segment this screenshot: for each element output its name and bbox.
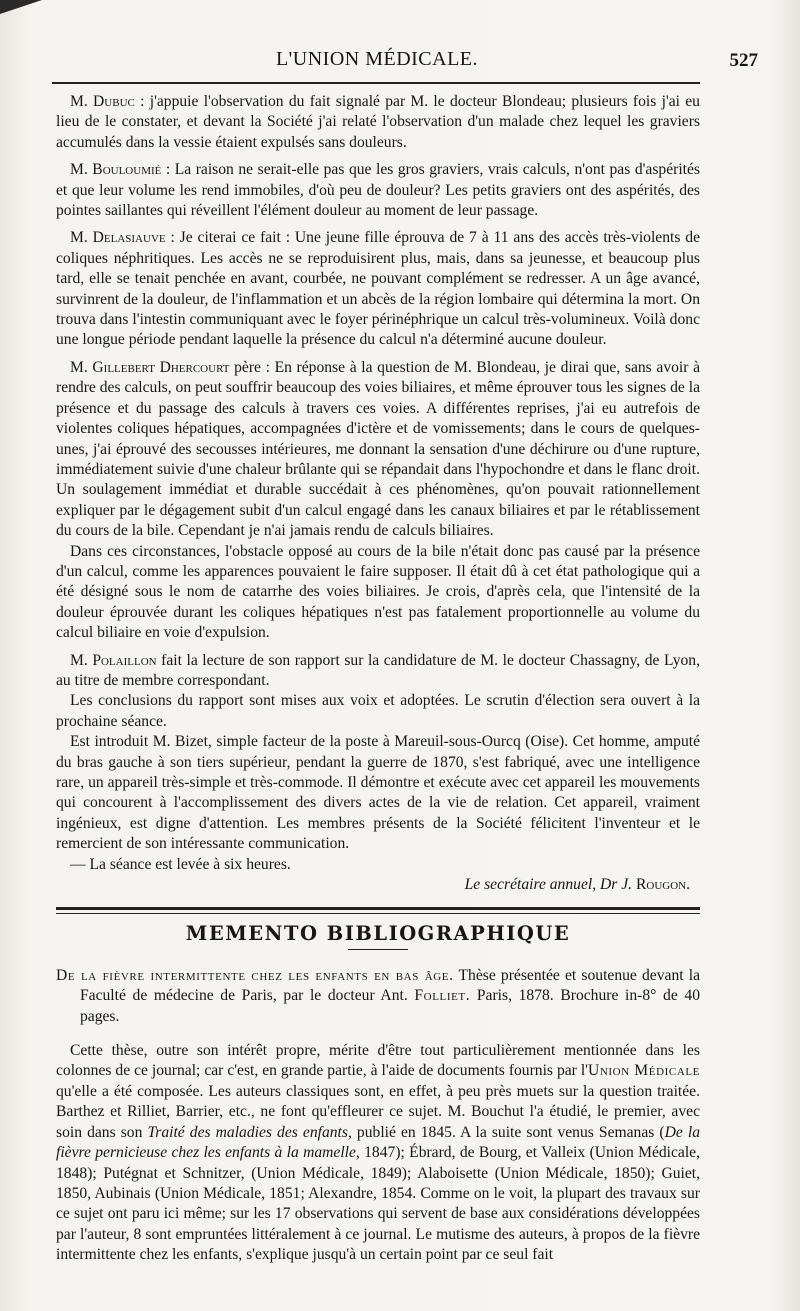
running-header — [50, 46, 758, 76]
memento-heading: MEMENTO BIBLIOGRAPHIQUE — [185, 922, 571, 946]
review-text: Cette thèse, outre son intérêt propre, mérite d'être tout particulièrement mentionnée dans les colonnes de ce journal; car c'est, en grande partie, à l'aide de documents fournis par l' — [56, 1042, 700, 1080]
paragraph-polaillon — [56, 651, 700, 692]
paragraph-text: Dans ces circonstances, l'obstacle opposé au cours de la bile n'était donc pas causé par la présence d'un calcul, comme les apparences pouvaient le faire supposer. Il était dû à cet état pathologique qui a été désigné sous le nom de catarrhe des voies biliaires. Je crois, d'après cela, que l'intensité de la douleur éprouvée durant les coliques hépatiques n'est pas fatalement proportionnelle au volume du calcul biliaire en voie d'expulsion. — [56, 542, 700, 642]
article-body — [56, 92, 700, 1266]
signature-name: Dr J. — [596, 876, 636, 894]
page-number: 527 — [729, 50, 758, 71]
journal-name: Union Médicale — [587, 1062, 700, 1080]
entry-text: Thèse présentée et soutenue devant la Faculté de médecine de Paris, par le docteur Ant. — [80, 966, 700, 1005]
memento-underline — [348, 949, 408, 950]
paragraph-text: père : En réponse à la question de M. Blondeau, je dirai que, sans avoir à rendre des calculs, on peut souffrir beaucoup des voies biliaires, et même éprouver tous les signes de la présence et du passage des calculs à travers ces voies. A différentes reprises, j'ai eu autrefois de violentes coliques hépatiques, accompagnées d'ictère et de vomissements; dans le cours de quelques-unes, j'ai éprouvé des secousses intérieures, me donnant la sensation d'une déchirure ou d'une rupture, immédiatement suivie d'une chaleur brûlante qui se répandait dans l'hypochondre et dans le flanc droit. Un soulagement immédiat et durable succédait à ces phénomènes, qu'on pouvait rationnellement expliquer par le dégagement subit d'un calcul engagé dans les canaux biliaires et par le rétablissement du cours de la bile. Cependant je n'ai jamais rendu de calculs biliaires. — [56, 358, 701, 540]
speaker-name: M. Gillebert Dhercourt — [70, 358, 230, 376]
journal-title: L'UNION MÉDICALE. — [275, 48, 479, 70]
paragraph-text: Est introduit M. Bizet, simple facteur de la poste à Mareuil-sous-Ourcq (Oise). Cet homme, amputé du bras gauche à son tiers supérieur, pendant la guerre de 1870, s'est fabriqué, avec une intelligence rare, un appareil très-simple et très-commode. Il démontre et exécute avec cet appareil les mouvements qui concourent à l'accomplissement des divers actes de la vie de relation. Cet appareil, vraiment ingénieux, est digne d'attention. Les membres présents de la Société félicitent l'inventeur et le remercient de son intéressante communication. — [56, 733, 700, 853]
speaker-name: M. Dubuc — [70, 93, 135, 110]
paragraph-text: — La séance est levée à six heures. — [70, 855, 291, 873]
thesis-title: De la fièvre pernicieuse chez les enfants à la mamelle — [56, 1123, 700, 1162]
page-corner-shadow — [0, 0, 42, 14]
paragraph-text: : j'appuie l'observation du fait signalé par M. le docteur Blondeau; plusieurs fois j'ai eu lieu de le constater, et devant la Société j'ai relaté l'observation d'un malade chez lequel les graviers accumulés dans la vessie étaient expulsés sans douleurs. — [56, 93, 700, 151]
paragraph-bizet — [56, 732, 700, 854]
paragraph-bouloumie — [56, 160, 700, 221]
section-divider — [56, 907, 700, 914]
paragraph-text: Les conclusions du rapport sont mises aux voix et adoptées. Le scrutin d'élection sera ouvert à la prochaine séance. — [56, 692, 700, 730]
speaker-name: M. Polaillon — [70, 651, 157, 669]
review-text: , publié en 1845. A la suite sont venus Semanas ( — [347, 1123, 665, 1141]
paragraph-text: : La raison ne serait-elle pas que les gros graviers, vrais calculs, n'ont pas d'aspérités et que leur volume les rend immobiles, d'où peu de douleur? Les petits graviers ont des aspérités, des pointes saillantes qui réveillent l'élément douleur au moment de leur passage. — [56, 161, 700, 220]
review-text: , 1847); Ébrard, de Bourg, et Valleix (Union Médicale, 1848); Putégnat et Schnitzer, (Union Médicale, 1849); Alaboisette (Union Médicale, 1850); Guiet, 1850, Aubinais (Union Médicale, 1851; Alexandre, 1854. Comme on le voit, la plupart des travaux sur ce sujet ont paru ici même; sur les 17 observations qui servent de base aux considérations développées par l'auteur, 8 sont empruntées littéralement à ce journal. Le mutisme des auteurs, à propos de la fièvre intermittente chez les enfants, s'explique jusqu'à un certain point par ce seul fait — [56, 1144, 700, 1264]
entry-title: De la fièvre intermittente chez les enfants en bas âge. — [56, 966, 454, 984]
paragraph-conclusions — [56, 691, 700, 732]
speaker-name: M. Delasiauve — [70, 229, 166, 247]
paragraph-seance-levee — [56, 855, 700, 875]
bibliography-entry — [56, 966, 700, 1027]
paragraph-gillebert — [56, 358, 700, 542]
paragraph-circonstances — [56, 542, 700, 644]
paragraph-delasiauve — [56, 228, 700, 350]
bibliography-section — [56, 966, 700, 1266]
review-paragraph — [56, 1041, 700, 1265]
paragraph-text: : Je citerai ce fait : Une jeune fille éprouva de 7 à 11 ans des accès très-violents de coliques néphritiques. Les accès ne se reproduisirent plus, mais, dans sa jeunesse, et beaucoup plus tard, elle se tenait penchée en avant, courbée, ne pouvant complément se redresser. A un âge avancé, survinrent de la douleur, de l'inflammation et un abcès de la région lombaire qui détermina la mort. On trouva dans l'intestin communiquant avec le foyer périnéphrique un calcul très-volumineux. Voilà donc une longue période pendant laquelle la présence du calcul n'a déterminé aucune douleur. — [56, 229, 700, 349]
entry-details: Paris, 1878. Brochure in-8° de 40 pages. — [80, 987, 700, 1025]
signature-surname: Rougon. — [635, 876, 690, 894]
header-rule — [52, 82, 700, 84]
speaker-name: M. Bouloumié — [70, 161, 162, 179]
paragraph-dubuc — [56, 92, 700, 153]
entry-author: Folliet. — [414, 987, 471, 1005]
review-text: qu'elle a été composée. Les auteurs classiques sont, en effet, à peu près muets sur la question traitée. Barthez et Rilliet, Barrier, etc., ne font qu'effleurer ce sujet. M. Bouchut l'a étudié, le premier, avec soin dans son — [56, 1082, 700, 1141]
spacer — [56, 1027, 700, 1041]
signature-role: Le secrétaire annuel, — [464, 876, 597, 894]
treatise-title: Traité des maladies des enfants — [147, 1123, 348, 1141]
paragraph-text: fait la lecture de son rapport sur la candidature de M. le docteur Chassagny, de Lyon, au titre de membre correspondant. — [56, 651, 700, 689]
secretary-signature — [56, 875, 700, 895]
